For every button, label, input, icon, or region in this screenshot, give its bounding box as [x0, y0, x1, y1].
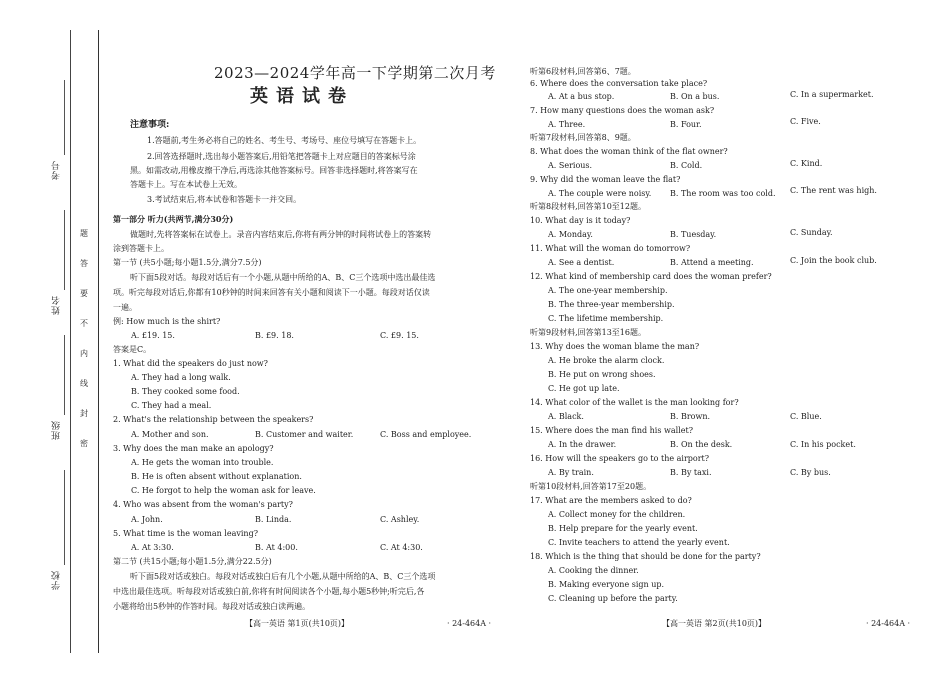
option: B. The three-year membership. [548, 300, 675, 309]
option: A. By train. [548, 468, 594, 477]
binding-gutter [0, 0, 98, 673]
option: A. Black. [548, 412, 584, 421]
question: 6. Where does the conversation take place? [530, 79, 708, 88]
option: B. Help prepare for the yearly event. [548, 524, 698, 533]
option: B. He is often absent without explanation. [131, 472, 302, 481]
note-line: 3.考试结束后,将本试卷和答题卡一并交回。 [147, 195, 302, 204]
option: A. He broke the alarm clock. [548, 356, 665, 365]
note-line: 1.答题前,考生务必将自己的姓名、考生号、考场号、座位号填写在答题卡上。 [147, 136, 422, 145]
school-label: 学校 [52, 570, 62, 590]
option: B. On the desk. [670, 440, 733, 449]
seal-char: 不 [80, 319, 88, 328]
note-line: 2.回答选择题时,选出每小题答案后,用铅笔把答题卡上对应题目的答案标号涂 [147, 152, 416, 161]
page-code: · 24-464A · [447, 619, 492, 628]
option: A. John. [131, 515, 163, 524]
material-heading: 听第8段材料,回答第10至12题。 [530, 202, 646, 211]
option: C. The lifetime membership. [548, 314, 664, 323]
question: 11. What will the woman do tomorrow? [530, 244, 691, 253]
question: 12. What kind of membership card does the woman prefer? [530, 272, 772, 281]
option: C. By bus. [790, 468, 831, 477]
section1-intro: 听下面5段对话。每段对话后有一个小题,从题中所给的A、B、C三个选项中选出最佳选 [130, 273, 436, 282]
note-line: 黑。如需改动,用橡皮擦干净后,再选涂其他答案标号。回答非选择题时,将答案写在 [130, 166, 418, 175]
option: B. He put on wrong shoes. [548, 370, 656, 379]
option: A. In the drawer. [548, 440, 617, 449]
option: B. Customer and waiter. [255, 430, 354, 439]
option: A. Mother and son. [131, 430, 209, 439]
option: A. The couple were noisy. [548, 189, 652, 198]
seal-char: 密 [80, 439, 88, 448]
section2-intro: 小题将给出5秒钟的作答时间。每段对话或独白读两遍。 [113, 602, 311, 611]
question: 16. How will the speakers go to the airport? [530, 454, 710, 463]
notes-heading: 注意事项: [130, 120, 170, 130]
option: A. At 3:30. [131, 543, 174, 552]
option: C. Kind. [790, 159, 823, 168]
option: C. Boss and employee. [380, 430, 472, 439]
example-option: A. £19. 15. [131, 331, 175, 340]
question: 15. Where does the man find his wallet? [530, 426, 693, 435]
option: B. Linda. [255, 515, 292, 524]
option: A. Monday. [548, 230, 593, 239]
question: 7. How many questions does the woman ask? [530, 106, 715, 115]
page-code: · 24-464A · [866, 619, 911, 628]
question: 18. Which is the thing that should be done for the party? [530, 552, 761, 561]
seal-char: 线 [80, 379, 88, 388]
material-heading: 听第7段材料,回答第8、9题。 [530, 133, 636, 142]
option: B. They cooked some food. [131, 387, 240, 396]
option: B. Cold. [670, 161, 703, 170]
section1-intro: 一遍。 [113, 303, 137, 312]
question: 17. What are the members asked to do? [530, 496, 692, 505]
part1-intro: 做题时,先将答案标在试卷上。录音内容结束后,你将有两分钟的时间将试卷上的答案转 [130, 230, 432, 239]
option: C. Sunday. [790, 228, 833, 237]
option: C. He got up late. [548, 384, 620, 393]
example-question: 例: How much is the shirt? [113, 317, 221, 326]
gutter-line [98, 30, 99, 653]
page-footer: 【高一英语 第2页(共10页)】 [662, 619, 767, 628]
question: 8. What does the woman think of the flat owner? [530, 147, 728, 156]
part1-heading: 第一部分 听力(共两节,满分30分) [113, 214, 234, 224]
exam-title: 2023—2024学年高一下学期第二次月考 [214, 64, 496, 82]
section2-heading: 第二节 (共15小题;每小题1.5分,满分22.5分) [113, 557, 272, 566]
option: B. Four. [670, 120, 702, 129]
material-heading: 听第6段材料,回答第6、7题。 [530, 67, 636, 76]
option: C. Blue. [790, 412, 822, 421]
seal-char: 内 [80, 349, 88, 358]
option: C. In a supermarket. [790, 90, 874, 99]
seal-char: 题 [80, 229, 88, 238]
note-line: 答题卡上。写在本试卷上无效。 [130, 180, 242, 189]
option: C. Ashley. [380, 515, 420, 524]
option: A. The one-year membership. [548, 286, 668, 295]
option: C. At 4:30. [380, 543, 423, 552]
option: B. The room was too cold. [670, 189, 776, 198]
question: 10. What day is it today? [530, 216, 631, 225]
option: A. See a dentist. [548, 258, 615, 267]
page-footer: 【高一英语 第1页(共10页)】 [245, 619, 350, 628]
option: C. They had a meal. [131, 401, 212, 410]
section2-intro: 中选出最佳选项。听每段对话或独白前,你将有时间阅读各个小题,每小题5秒钟;听完后,各 [113, 587, 425, 596]
seal-char: 答 [80, 259, 88, 268]
option: A. Collect money for the children. [548, 510, 686, 519]
example-answer: 答案是C。 [113, 345, 152, 354]
exam-no-label: 考号 [52, 160, 62, 180]
option: B. Brown. [670, 412, 711, 421]
option: B. At 4:00. [255, 543, 298, 552]
option: C. Cleaning up before the party. [548, 594, 678, 603]
option: A. Serious. [548, 161, 593, 170]
section1-heading: 第一节 (共5小题;每小题1.5分,满分7.5分) [113, 258, 262, 267]
question: 1. What did the speakers do just now? [113, 359, 268, 368]
material-heading: 听第9段材料,回答第13至16题。 [530, 328, 646, 337]
option: C. The rent was high. [790, 186, 877, 195]
option: C. Invite teachers to attend the yearly event. [548, 538, 730, 547]
name-label: 姓名 [52, 295, 62, 315]
material-heading: 听第10段材料,回答第17至20题。 [530, 482, 652, 491]
seal-char: 要 [80, 289, 88, 298]
question: 3. Why does the man make an apology? [113, 444, 274, 453]
option: C. He forgot to help the woman ask for leave. [131, 486, 316, 495]
example-option: B. £9. 18. [255, 331, 294, 340]
option: B. Tuesday. [670, 230, 717, 239]
section2-intro: 听下面5段对话或独白。每段对话或独白后有几个小题,从题中所给的A、B、C三个选项 [130, 572, 436, 581]
option: B. Attend a meeting. [670, 258, 754, 267]
exam-no-field[interactable] [64, 80, 66, 155]
question: 9. Why did the woman leave the flat? [530, 175, 681, 184]
option: C. Five. [790, 117, 821, 126]
question: 13. Why does the woman blame the man? [530, 342, 700, 351]
question: 5. What time is the woman leaving? [113, 529, 258, 538]
option: B. Making everyone sign up. [548, 580, 665, 589]
option: A. He gets the woman into trouble. [131, 458, 274, 467]
school-field[interactable] [64, 470, 66, 565]
question: 4. Who was absent from the woman's party? [113, 500, 293, 509]
section1-intro: 项。听完每段对话后,你都有10秒钟的时间来回答有关小题和阅读下一小题。每段对话仅读 [113, 288, 430, 297]
class-field[interactable] [64, 335, 66, 415]
option: B. By taxi. [670, 468, 712, 477]
example-option: C. £9. 15. [380, 331, 419, 340]
option: A. At a bus stop. [548, 92, 615, 101]
option: A. Three. [548, 120, 586, 129]
class-label: 班级 [52, 420, 62, 440]
option: A. Cooking the dinner. [548, 566, 639, 575]
part1-intro: 涂到答题卡上。 [113, 244, 169, 253]
option: C. Join the book club. [790, 256, 877, 265]
name-field[interactable] [64, 210, 66, 290]
seal-char: 封 [80, 409, 88, 418]
option: C. In his pocket. [790, 440, 856, 449]
option: B. On a bus. [670, 92, 720, 101]
option: A. They had a long walk. [131, 373, 231, 382]
question: 14. What color of the wallet is the man looking for? [530, 398, 739, 407]
question: 2. What's the relationship between the speakers? [113, 415, 314, 424]
gutter-line [70, 30, 71, 653]
exam-subject: 英语试卷 [250, 86, 354, 107]
